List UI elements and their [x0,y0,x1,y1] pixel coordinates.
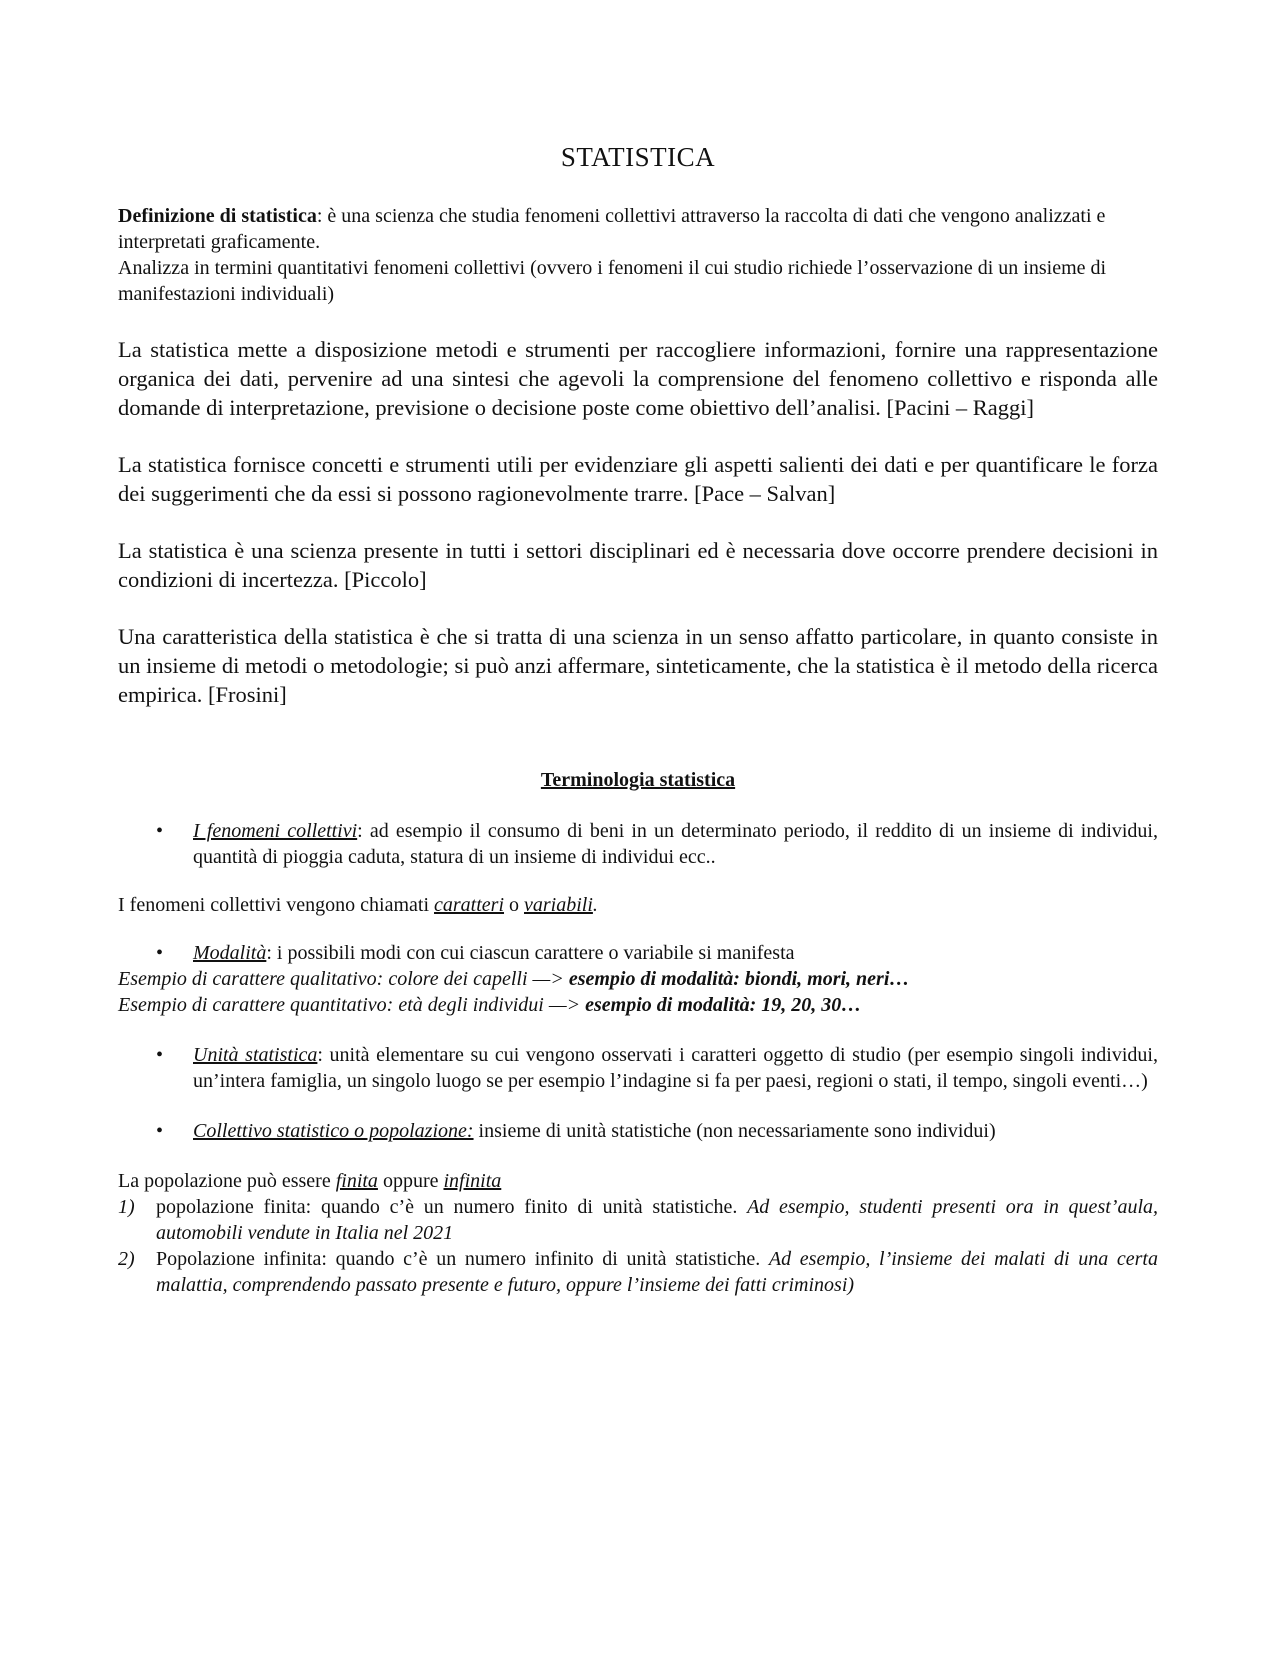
definition-line2: Analizza in termini quantitativi fenomeni collettivi (ovvero i fenomeni il cui studio richiede l’osservazione di un insieme di manifestazioni individuali) [118,257,1107,305]
fenomeni-text: : ad esempio il consumo di beni in un determinato periodo, il reddito di un insieme di individui, quantità di pioggia caduta, statura di un insieme di individui ecc.. [193,820,1158,868]
page-title: STATISTICA [560,142,716,172]
collettivo-text: insieme di unità statistiche (non necessariamente sono individui) [473,1120,996,1142]
popolazione-line: La popolazione può essere finita oppure infinita [118,1170,502,1192]
list-item-number: 2) [118,1248,135,1270]
bullet-icon: • [156,1044,164,1066]
list-item-number: 1) [118,1196,135,1218]
bullet-unita [118,1042,1158,1094]
list-item [118,1246,1158,1298]
term-caratteri: caratteri [434,894,505,916]
definition-label: Definizione di statistica [118,205,317,227]
bullet-icon: • [156,1120,164,1142]
term-infinita: infinita [443,1170,502,1192]
bullet-fenomeni [118,818,1158,870]
bullet-collettivo [118,1118,1158,1144]
definition-text: : è una scienza che studia fenomeni collettivi attraverso la raccolta di dati che vengono analizzati e interpretati graficamente. [118,205,1106,253]
list-item-text: Popolazione infinita: quando c’è un numero infinito di unità statistiche. [156,1248,769,1270]
quote-pace-salvan: La statistica fornisce concetti e strumenti utili per evidenziare gli aspetti salienti dei dati e per quantificare le forza dei suggerimenti che da essi si possono ragionevolmente trarre. [Pace – Salvan] [118,452,1158,506]
terminology-heading: Terminologia statistica [540,769,736,791]
quote-piccolo: La statistica è una scienza presente in tutti i settori disciplinari ed è necessaria dove occorre prendere decisioni in condizioni di incertezza. [Piccolo] [118,538,1158,592]
bullet-icon: • [156,942,164,964]
caratteri-line: I fenomeni collettivi vengono chiamati caratteri o variabili. [118,894,598,916]
list-item-text: popolazione finita: quando c’è un numero finito di unità statistiche. [156,1196,748,1218]
bullet-modalita [118,940,1158,966]
modalita-example-1: Esempio di carattere qualitativo: colore dei capelli —> esempio di modalità: biondi, mori, neri… [118,968,910,990]
term-modalita: Modalità [193,942,267,964]
quote-pacini-raggi: La statistica mette a disposizione metodi e strumenti per raccogliere informazioni, fornire una rappresentazione organica dei dati, pervenire ad una sintesi che agevoli la comprensione del fenomeno collettivo e risponda alle domande di interpretazione, previsione o decisione poste come obiettivo dell’analisi. [Pacini – Raggi] [118,337,1158,420]
term-collettivo: Collettivo statistico o popolazione: [193,1120,474,1142]
quote-frosini: Una caratteristica della statistica è che si tratta di una scienza in un senso affatto particolare, in quanto consiste in un insieme di metodi o metodologie; si può anzi affermare, sinteticamente, che la statistica è il metodo della ricerca empirica. [Frosini] [118,624,1158,707]
unita-text: : unità elementare su cui vengono osservati i caratteri oggetto di studio (per esempio singoli individui, un’intera famiglia, un singolo luogo se per esempio l’indagine si fa per paesi, regioni o stati, il tempo, singoli eventi…) [193,1044,1158,1092]
list-item [118,1194,1158,1246]
list-item-example: Ad esempio, l’insieme dei malati di una certa malattia, comprendendo passato presente e futuro, oppure l’insieme dei fatti criminosi) [156,1248,1158,1296]
definition-paragraph [118,203,1158,255]
term-fenomeni: I fenomeni collettivi [193,820,358,842]
modalita-example-2: Esempio di carattere quantitativo: età degli individui —> esempio di modalità: 19, 20, 30… [118,994,862,1016]
term-finita: finita [335,1170,378,1192]
term-variabili: variabili [524,894,593,916]
modalita-text: : i possibili modi con cui ciascun carattere o variabile si manifesta [266,942,795,964]
document-body [118,142,1158,1298]
list-item-example: Ad esempio, studenti presenti ora in quest’aula, automobili vendute in Italia nel 2021 [156,1196,1158,1244]
bullet-icon: • [156,820,164,842]
term-unita: Unità statistica [193,1044,318,1066]
